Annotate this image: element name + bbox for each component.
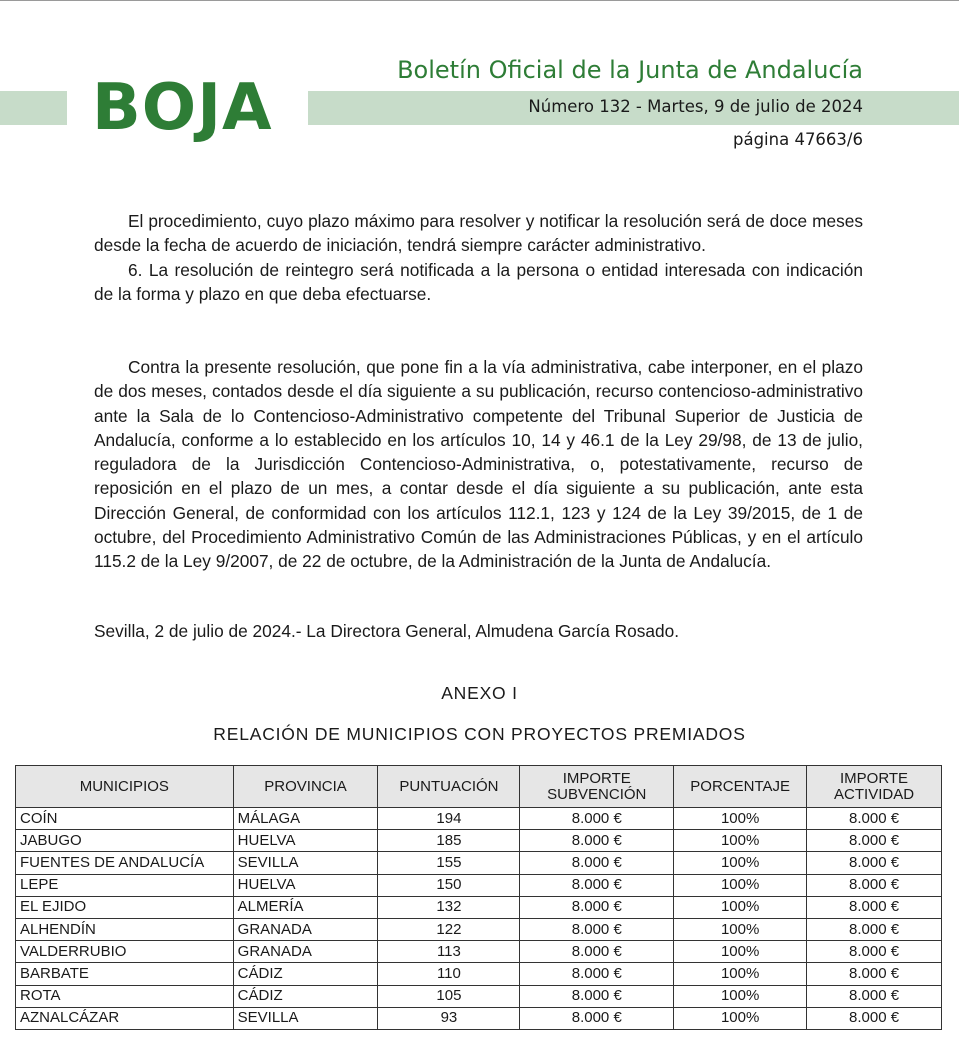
- cell-puntuacion: 122: [378, 918, 520, 940]
- body-paragraphs-appeal: [94, 355, 863, 574]
- header-importe-subvencion-line2: SUBVENCIÓN: [547, 785, 647, 803]
- header-importe-actividad: [807, 766, 942, 808]
- cell-puntuacion: 110: [378, 963, 520, 985]
- table-header-row: [16, 766, 942, 808]
- cell-municipio: LEPE: [16, 874, 234, 896]
- header-puntuacion: PUNTUACIÓN: [378, 766, 520, 808]
- bulletin-title: Boletín Oficial de la Junta de Andalucía: [397, 56, 863, 84]
- cell-importe-subvencion: 8.000 €: [520, 830, 674, 852]
- cell-provincia: MÁLAGA: [233, 808, 378, 830]
- cell-importe-subvencion: 8.000 €: [520, 918, 674, 940]
- cell-provincia: SEVILLA: [233, 1007, 378, 1029]
- cell-importe-actividad: 8.000 €: [807, 941, 942, 963]
- cell-porcentaje: 100%: [674, 963, 807, 985]
- body-paragraphs-upper: [94, 209, 863, 306]
- cell-importe-actividad: 8.000 €: [807, 985, 942, 1007]
- cell-porcentaje: 100%: [674, 852, 807, 874]
- cell-importe-actividad: 8.000 €: [807, 896, 942, 918]
- cell-importe-subvencion: 8.000 €: [520, 941, 674, 963]
- table-row: [16, 896, 942, 918]
- issue-number-date: Número 132 - Martes, 9 de julio de 2024: [528, 97, 863, 116]
- cell-provincia: SEVILLA: [233, 852, 378, 874]
- cell-provincia: GRANADA: [233, 941, 378, 963]
- cell-importe-subvencion: 8.000 €: [520, 985, 674, 1007]
- cell-provincia: HUELVA: [233, 874, 378, 896]
- cell-provincia: HUELVA: [233, 830, 378, 852]
- cell-importe-actividad: 8.000 €: [807, 1007, 942, 1029]
- cell-puntuacion: 132: [378, 896, 520, 918]
- cell-importe-subvencion: 8.000 €: [520, 896, 674, 918]
- cell-porcentaje: 100%: [674, 941, 807, 963]
- table-row: [16, 963, 942, 985]
- cell-importe-actividad: 8.000 €: [807, 963, 942, 985]
- table-row: [16, 852, 942, 874]
- cell-puntuacion: 93: [378, 1007, 520, 1029]
- cell-puntuacion: 105: [378, 985, 520, 1007]
- header-importe-actividad-line1: IMPORTE: [840, 769, 909, 787]
- header-importe-subvencion: [520, 766, 674, 808]
- annex-title: ANEXO I: [441, 683, 518, 703]
- cell-provincia: CÁDIZ: [233, 985, 378, 1007]
- cell-puntuacion: 194: [378, 808, 520, 830]
- cell-municipio: ALHENDÍN: [16, 918, 234, 940]
- cell-importe-actividad: 8.000 €: [807, 830, 942, 852]
- cell-provincia: CÁDIZ: [233, 963, 378, 985]
- header-provincia: PROVINCIA: [233, 766, 378, 808]
- page-number: página 47663/6: [732, 130, 863, 149]
- table-row: [16, 941, 942, 963]
- header-band-left: [0, 91, 67, 125]
- cell-puntuacion: 113: [378, 941, 520, 963]
- cell-municipio: BARBATE: [16, 963, 234, 985]
- header-municipios: MUNICIPIOS: [16, 766, 234, 808]
- cell-porcentaje: 100%: [674, 874, 807, 896]
- cell-municipio: JABUGO: [16, 830, 234, 852]
- header-porcentaje: PORCENTAJE: [674, 766, 807, 808]
- paragraph-procedure: El procedimiento, cuyo plazo máximo para resolver y notificar la resolución será de doce meses desde la fecha de acuerdo de iniciación, tendrá siempre carácter administrativo.: [94, 211, 863, 256]
- table-row: [16, 808, 942, 830]
- cell-puntuacion: 155: [378, 852, 520, 874]
- cell-importe-subvencion: 8.000 €: [520, 808, 674, 830]
- table-row: [16, 830, 942, 852]
- cell-importe-actividad: 8.000 €: [807, 874, 942, 896]
- table-row: [16, 985, 942, 1007]
- boja-logo: BOJA: [92, 71, 273, 145]
- table-row: [16, 874, 942, 896]
- annex-subtitle: RELACIÓN DE MUNICIPIOS CON PROYECTOS PREMIADOS: [213, 724, 746, 744]
- cell-importe-subvencion: 8.000 €: [520, 1007, 674, 1029]
- cell-municipio: EL EJIDO: [16, 896, 234, 918]
- signature-line: Sevilla, 2 de julio de 2024.- La Directora General, Almudena García Rosado.: [94, 621, 680, 641]
- cell-porcentaje: 100%: [674, 830, 807, 852]
- cell-porcentaje: 100%: [674, 985, 807, 1007]
- cell-provincia: GRANADA: [233, 918, 378, 940]
- cell-municipio: COÍN: [16, 808, 234, 830]
- cell-provincia: ALMERÍA: [233, 896, 378, 918]
- top-border-line: [0, 0, 959, 1]
- cell-municipio: AZNALCÁZAR: [16, 1007, 234, 1029]
- table-row: [16, 918, 942, 940]
- cell-porcentaje: 100%: [674, 1007, 807, 1029]
- cell-puntuacion: 185: [378, 830, 520, 852]
- cell-importe-actividad: 8.000 €: [807, 808, 942, 830]
- header-importe-subvencion-line1: IMPORTE: [562, 769, 631, 787]
- cell-porcentaje: 100%: [674, 808, 807, 830]
- cell-municipio: VALDERRUBIO: [16, 941, 234, 963]
- header-importe-actividad-line2: ACTIVIDAD: [834, 785, 915, 803]
- cell-puntuacion: 150: [378, 874, 520, 896]
- cell-importe-subvencion: 8.000 €: [520, 852, 674, 874]
- cell-importe-actividad: 8.000 €: [807, 852, 942, 874]
- cell-importe-subvencion: 8.000 €: [520, 874, 674, 896]
- cell-importe-subvencion: 8.000 €: [520, 963, 674, 985]
- paragraph-appeal: Contra la presente resolución, que pone fin a la vía administrativa, cabe interponer, en el plazo de dos meses, contados desde el día siguiente a su publicación, recurso contencioso-administrativo ante la Sala de lo Contencioso-Administrativo competente del Tribunal Superior de Justicia de Andalucía, conforme a lo establecido en los artículos 10, 14 y 46.1 de la Ley 29/98, de 13 de julio, reguladora de la Jurisdicción Contencioso-Administrativa, o, potestativamente, recurso de reposición en el plazo de un mes, a contar desde el día siguiente a su publicación, ante esta Dirección General, de conformidad con los artículos 112.1, 123 y 124 de la Ley 39/2015, de 1 de octubre, del Procedimiento Administrativo Común de las Administraciones Públicas, y en el artículo 115.2 de la Ley 9/2007, de 22 de octubre, de la Administración de la Junta de Andalucía.: [94, 357, 863, 572]
- paragraph-reintegro: 6. La resolución de reintegro será notificada a la persona o entidad interesada con indicación de la forma y plazo en que deba efectuarse.: [94, 259, 863, 304]
- cell-municipio: FUENTES DE ANDALUCÍA: [16, 852, 234, 874]
- municipalities-table: [15, 765, 942, 1030]
- cell-porcentaje: 100%: [674, 918, 807, 940]
- table-row: [16, 1007, 942, 1029]
- cell-porcentaje: 100%: [674, 896, 807, 918]
- cell-importe-actividad: 8.000 €: [807, 918, 942, 940]
- cell-municipio: ROTA: [16, 985, 234, 1007]
